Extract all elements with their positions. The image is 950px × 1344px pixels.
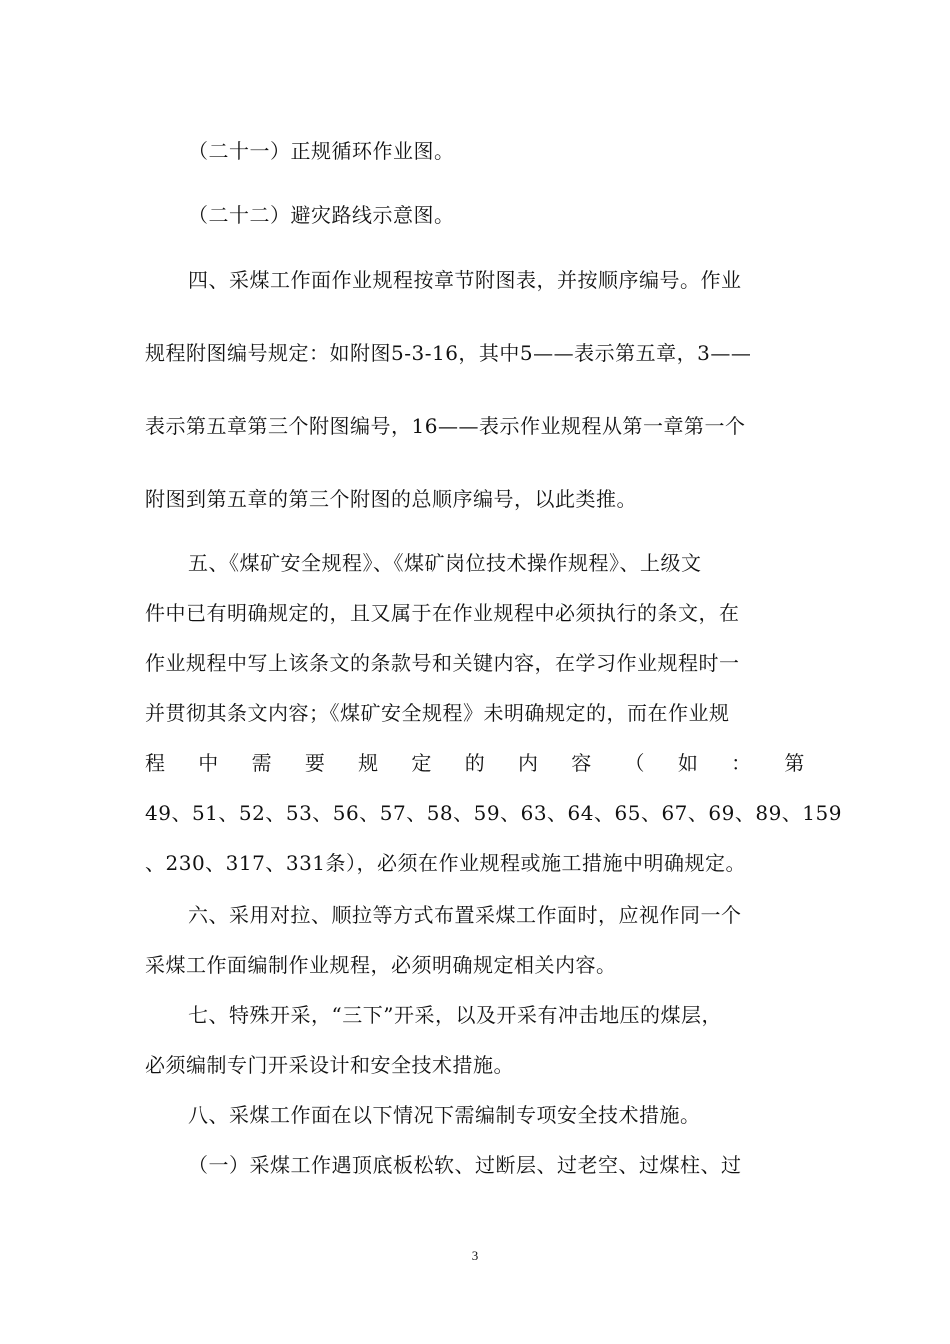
spread-char: 需 xyxy=(251,751,273,775)
text-line: （二十二）避灾路线示意图。 xyxy=(188,203,455,227)
text-line: 六、采用对拉、顺拉等方式布置采煤工作面时，应视作同一个 xyxy=(188,903,742,927)
spread-char: 程 xyxy=(145,751,166,775)
text-line: 表示第五章第三个附图编号，16——表示作业规程从第一章第一个 xyxy=(145,414,746,438)
spread-text-line xyxy=(145,751,805,775)
text-line: 49、51、52、53、56、57、58、59、63、64、65、67、69、89、159 xyxy=(145,801,842,825)
text-line: 七、特殊开采，“三下”开采，以及开采有冲击地压的煤层， xyxy=(188,1003,722,1027)
text-line: 五、《煤矿安全规程》、《煤矿岗位技术操作规程》、上级文 xyxy=(188,551,702,575)
spread-char: 容 xyxy=(571,751,592,775)
spread-char: （ xyxy=(624,751,646,775)
text-line: 件中已有明确规定的，且又属于在作业规程中必须执行的条文，在 xyxy=(145,601,740,625)
text-line: 、230、317、331条），必须在作业规程或施工措施中明确规定。 xyxy=(145,851,747,875)
spread-char: 第 xyxy=(784,751,805,775)
text-line: 采煤工作面编制作业规程，必须明确规定相关内容。 xyxy=(145,953,617,977)
text-line: 八、采煤工作面在以下情况下需编制专项安全技术措施。 xyxy=(188,1103,701,1127)
spread-char: 中 xyxy=(198,751,219,775)
spread-char: 内 xyxy=(517,751,539,775)
text-line: 作业规程中写上该条文的条款号和关键内容，在学习作业规程时一 xyxy=(145,651,740,675)
spread-char: 的 xyxy=(464,751,486,775)
spread-char: 要 xyxy=(304,751,326,775)
text-line: 规程附图编号规定：如附图5-3-16，其中5——表示第五章，3—— xyxy=(145,341,752,365)
spread-char: 规 xyxy=(358,751,379,775)
spread-char: 如 xyxy=(677,751,699,775)
text-line: 四、采煤工作面作业规程按章节附图表，并按顺序编号。作业 xyxy=(188,268,742,292)
text-line: 附图到第五章的第三个附图的总顺序编号，以此类推。 xyxy=(145,487,637,511)
text-line: （二十一）正规循环作业图。 xyxy=(188,139,455,163)
text-line: 并贯彻其条文内容；《煤矿安全规程》未明确规定的，而在作业规 xyxy=(145,701,730,725)
spread-char: 定 xyxy=(411,751,432,775)
page-number: 3 xyxy=(471,1248,479,1263)
text-line: （一）采煤工作遇顶底板松软、过断层、过老空、过煤柱、过 xyxy=(188,1153,742,1177)
spread-char: ： xyxy=(731,751,752,775)
text-line: 必须编制专门开采设计和安全技术措施。 xyxy=(145,1053,514,1077)
